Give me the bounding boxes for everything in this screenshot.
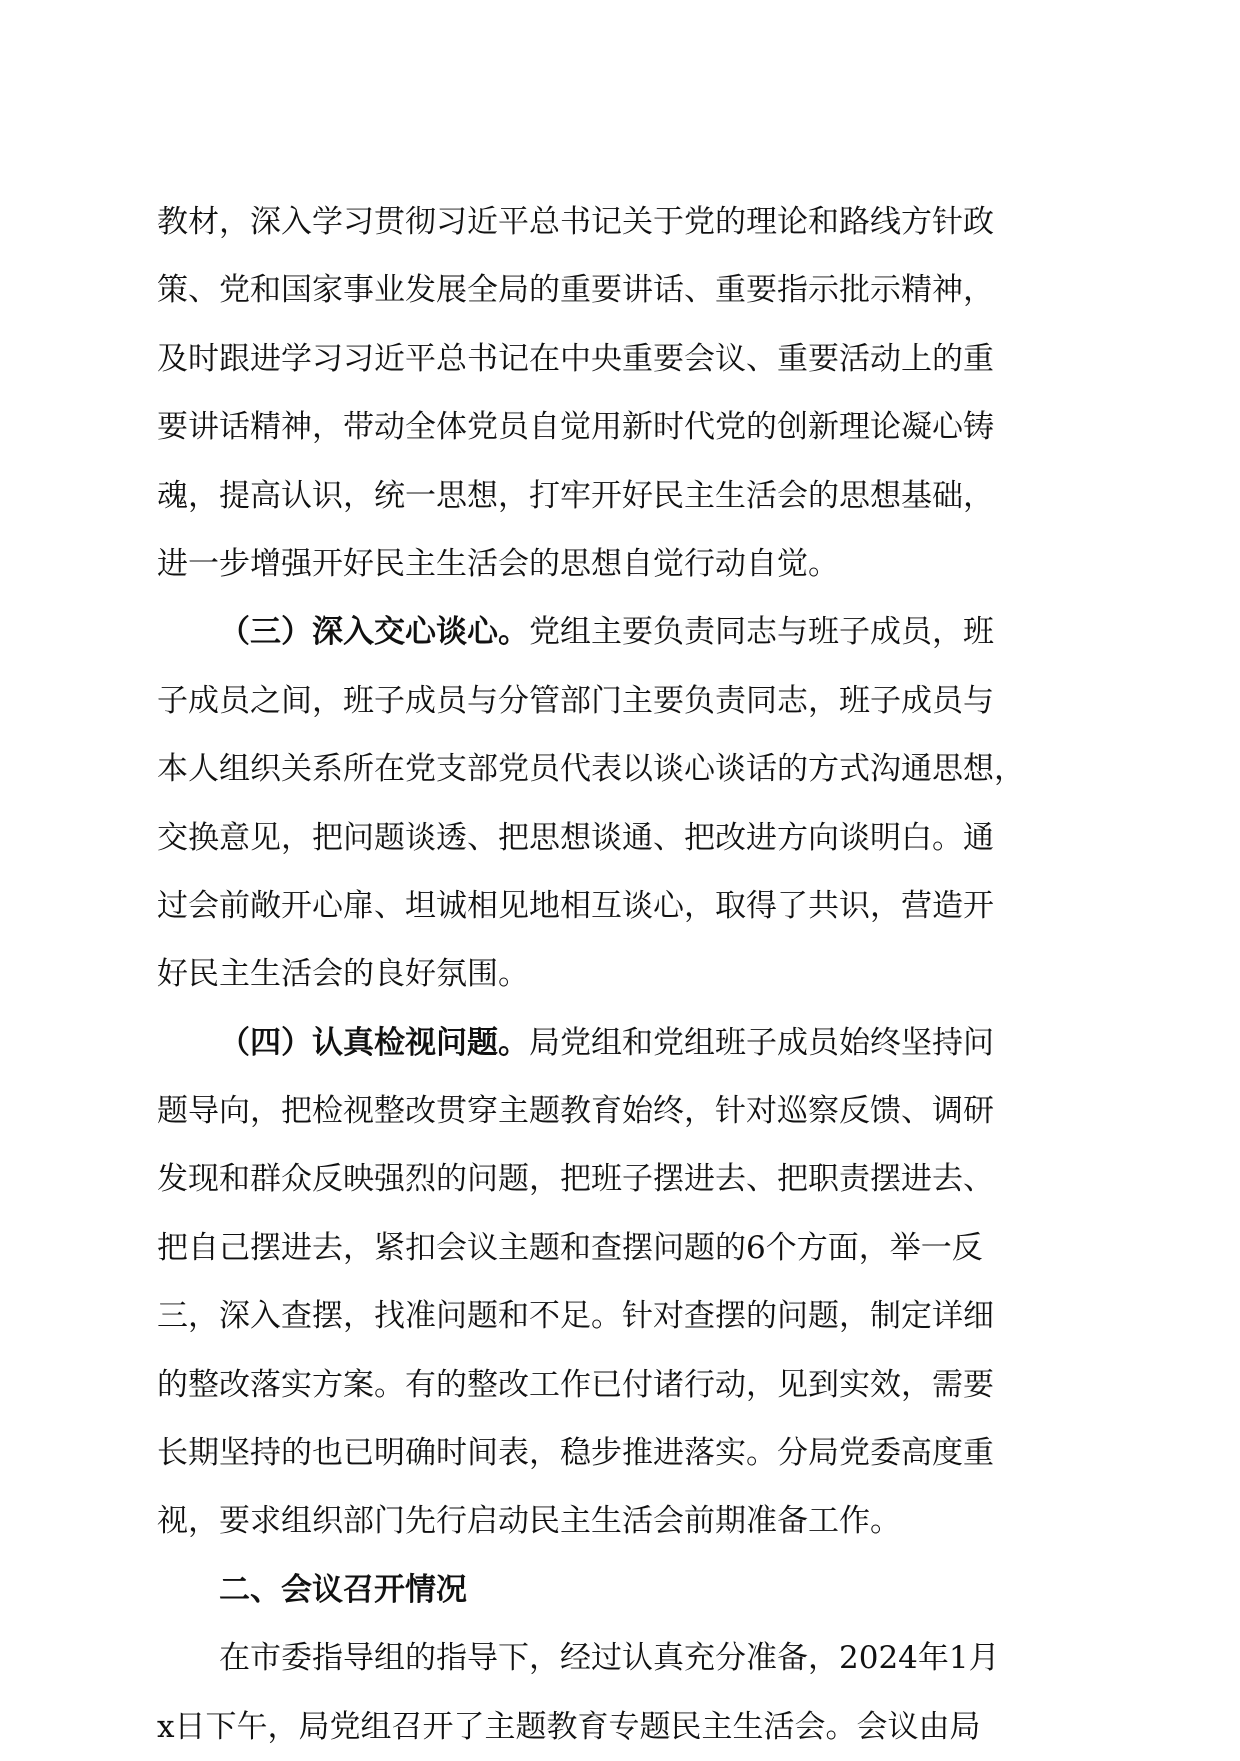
paragraph-line: 魂，提高认识，统一思想，打牢开好民主生活会的思想基础， [157, 477, 994, 514]
paragraph-line: 本人组织关系所在党支部党员代表以谈心谈话的方式沟通思想， [157, 751, 1025, 788]
paragraph-line: 要讲话精神，带动全体党员自觉用新时代党的创新理论凝心铸 [157, 409, 994, 446]
closing-first-line: 在市委指导组的指导下，经过认真充分准备，2024年1月 [219, 1640, 1000, 1677]
paragraph-line: 子成员之间，班子成员与分管部门主要负责同志，班子成员与 [157, 682, 994, 719]
section-three-first-line-text: 党组主要负责同志与班子成员，班 [529, 614, 994, 651]
paragraph-line: 进一步增强开好民主生活会的思想自觉行动自觉。 [157, 545, 839, 582]
section-two-heading: 二、会议召开情况 [219, 1571, 467, 1608]
document-body [157, 188, 1087, 1761]
paragraph-line: 好民主生活会的良好氛围。 [157, 956, 529, 993]
paragraph-line: 策、党和国家事业发展全局的重要讲话、重要指示批示精神， [157, 272, 994, 309]
paragraph-line: 及时跟进学习习近平总书记在中央重要会议、重要活动上的重 [157, 340, 994, 377]
paragraph-line: 视，要求组织部门先行启动民主生活会前期准备工作。 [157, 1503, 901, 1540]
paragraph-line: 过会前敞开心扉、坦诚相见地相互谈心，取得了共识，营造开 [157, 887, 994, 924]
paragraph-line: 交换意见，把问题谈透、把思想谈通、把改进方向谈明白。通 [157, 819, 994, 856]
paragraph-line: 发现和群众反映强烈的问题，把班子摆进去、把职责摆进去、 [157, 1161, 994, 1198]
paragraph-line: 的整改落实方案。有的整改工作已付诸行动，见到实效，需要 [157, 1366, 994, 1403]
closing-second-line: x日下午，局党组召开了主题教育专题民主生活会。会议由局 [157, 1708, 981, 1745]
paragraph-line: 教材，深入学习贯彻习近平总书记关于党的理论和路线方针政 [157, 204, 994, 240]
paragraph-line: 长期坚持的也已明确时间表，稳步推进落实。分局党委高度重 [157, 1435, 994, 1472]
section-three-first-line [157, 598, 1087, 666]
section-four-first-line-text: 局党组和党组班子成员始终坚持问 [529, 1024, 994, 1061]
section-three-heading: （三）深入交心谈心。 [219, 614, 529, 651]
paragraph-line: 把自己摆进去，紧扣会议主题和查摆问题的6个方面，举一反 [157, 1229, 983, 1266]
paragraph-line: 三，深入查摆，找准问题和不足。针对查摆的问题，制定详细 [157, 1298, 994, 1335]
section-four-heading: （四）认真检视问题。 [219, 1024, 529, 1061]
paragraph-line: 题导向，把检视整改贯穿主题教育始终，针对巡察反馈、调研 [157, 1093, 994, 1130]
section-four-first-line [157, 1009, 1087, 1077]
